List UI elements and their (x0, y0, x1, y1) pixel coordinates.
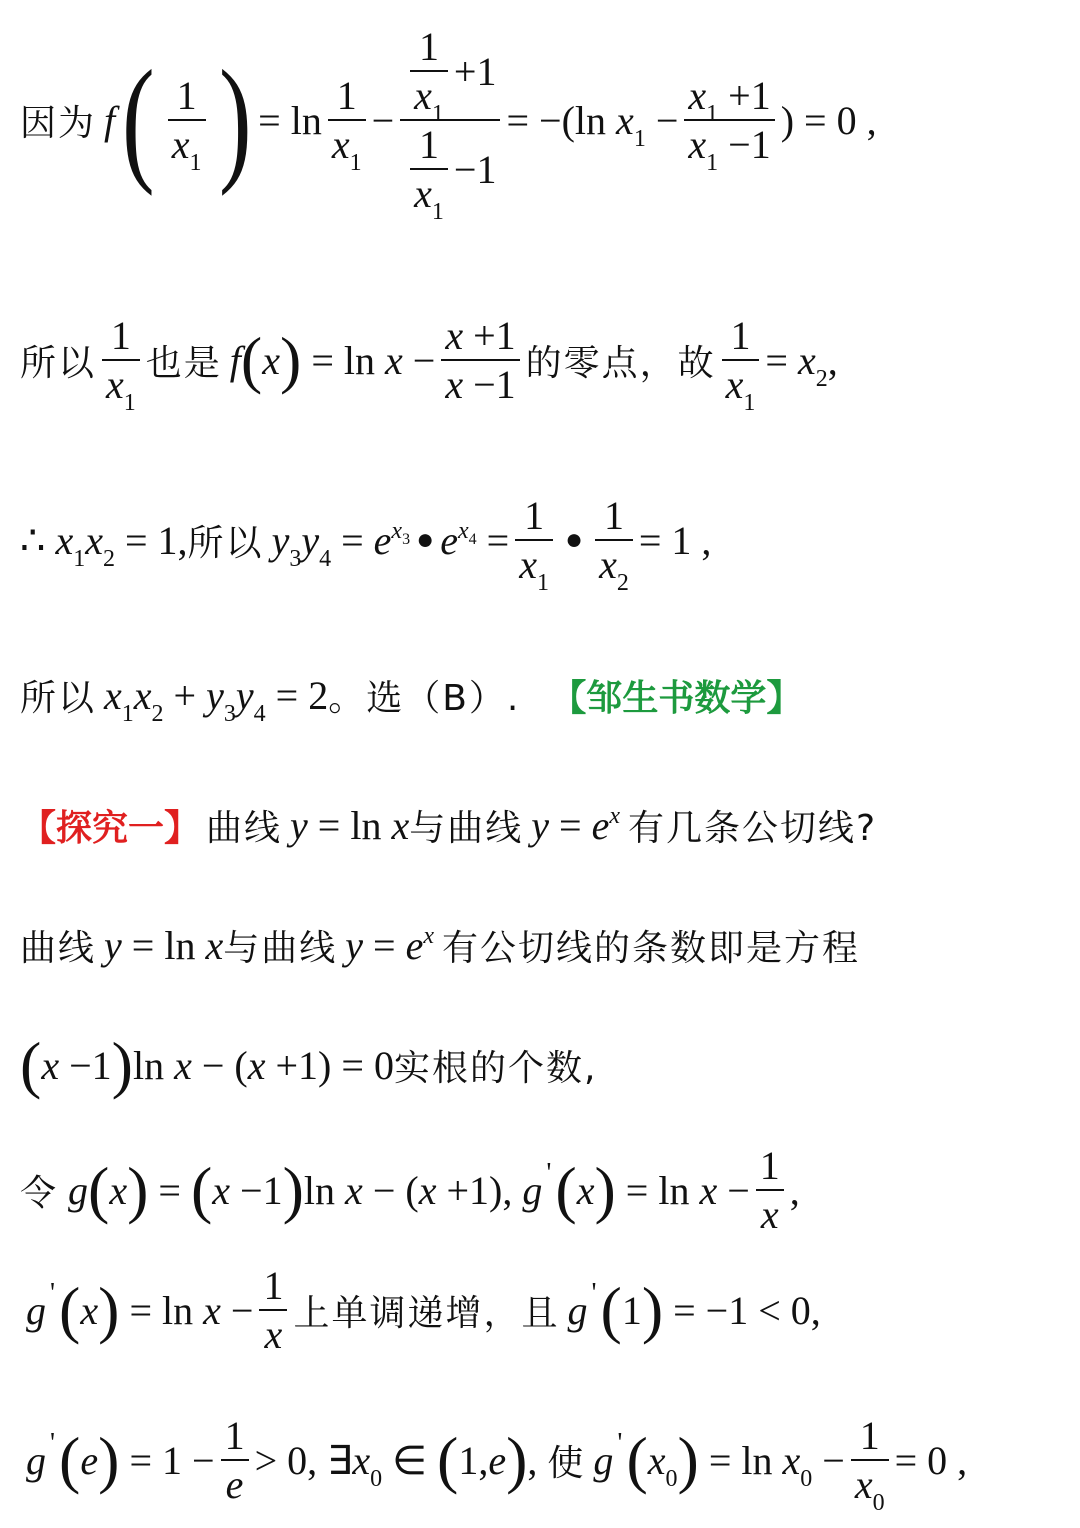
fraction: $\frac{x_1 +1}{x_1 -1}$ (684, 72, 774, 168)
compound-fraction: $\frac{1}{x_1}$ +1 $\frac{1}{x_1}$ −1 (400, 23, 500, 217)
explore-question-line: 【探究一】 曲线 y = ln x 与曲线 y = $e^x$ 有几条公切线? (20, 790, 1080, 860)
fraction: $\frac{1}{x_1}$ (328, 72, 366, 168)
equation-line-7: ( x −1 ) ln x − ( x +1) = 0 实根的个数, (20, 1029, 598, 1100)
equation-line-8: 令 g ( x ) = ( x −1 ) ln x − ( x +1), g ' ( x ) = ln x − $\frac{1}{x}$ , (20, 1143, 800, 1237)
equation-line-3: ∴ $x_1x_2$ = 1, 所以 $y_3y_4$ = $e^{x_3}$ ● $e^{x_4}$ = $\frac{1}{x_1}$ ● $\frac{1}{x_2}$ = 1 , (20, 493, 712, 596)
fraction: $\frac{1}{x_1}$ (168, 72, 206, 168)
explore-tag: 【探究一】 (20, 807, 201, 849)
text-intro: 因为 (20, 102, 97, 144)
equation-line-1: 因为 f ( $\frac{1}{x_1}$ ) = ln $\frac{1}{x_1}$ − $\frac{1}{x_1}$ +1 $\frac{1}{x_1}$ −1 = −(ln $x_1$ − $\frac{x_1 +1}{x_1 -1}$ ) = 0 , (20, 24, 877, 225)
equation-line-9: g ' ( x ) = ln x − $\frac{1}{x}$ 上单调递增，且 g ' ( 1 ) = −1 < 0, (26, 1263, 821, 1357)
author-tag: 【邹生书数学】 (550, 677, 803, 719)
equation-line-2: 所以 $\frac{1}{x_1}$ 也是 f ( x ) = ln x − $\frac{x +1}{x -1}$ 的零点，故 $\frac{1}{x_1}$ = $x_2$ , (20, 313, 838, 416)
equation-line-10: g ' ( e ) = 1 − $\frac{1}{e}$ > 0, ∃ $x_0$ ∈ ( 1, e ) , 使 g ' ( $x_0$ ) = ln $x_0$ − $\frac{1}{x_0}$ = 0 , (26, 1413, 968, 1516)
equation-line-6: 曲线 y = ln x 与曲线 y = $e^x$ 有公切线的条数即是方程 (20, 922, 860, 969)
equation-line-4: 所以 $x_1x_2$ + $y_3y_4$ = 2 。选（B）. 【邹生书数学】 (20, 660, 1080, 730)
